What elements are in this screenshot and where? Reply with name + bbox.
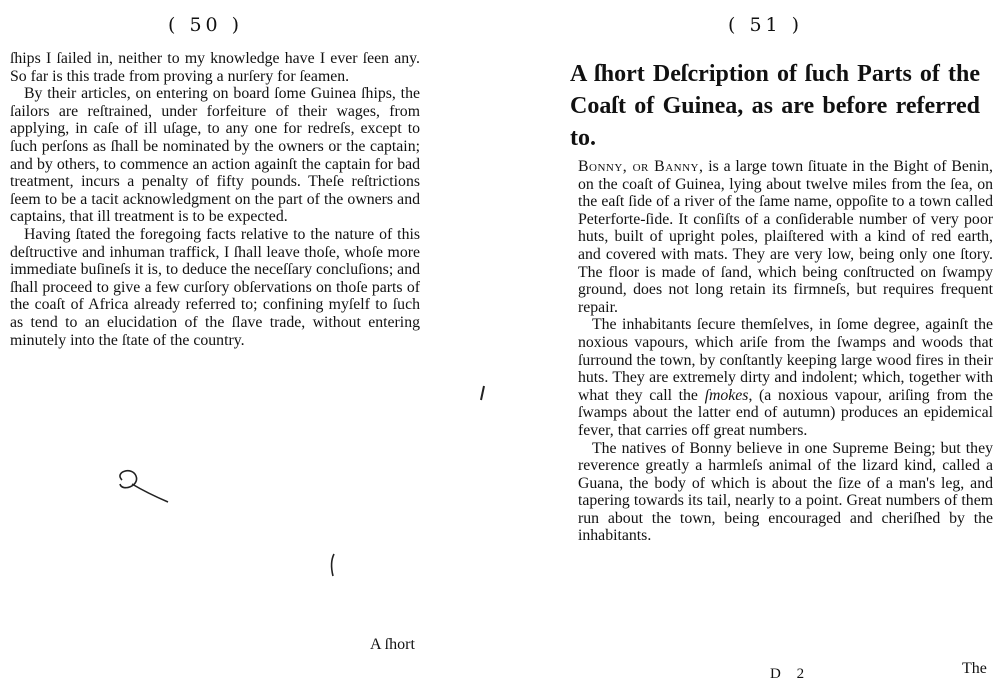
page-number-left: ( 50 ) — [168, 14, 244, 36]
right-paragraph-1 — [578, 158, 993, 316]
right-paragraph-1-text: is a large town ſituate in the Bight of Benin, on the coaſt of Guinea, lying about twelve miles from the ſea, on the eaſt ſide of a river of the ſame name, oppoſite to a town called Peterforte-ſide. It conſiſts of a conſiderable number of very poor huts, built of upright poles, plaiſtered with a kind of red earth, and covered with mats. They are very low, being only one ſtory. The floor is made of ſand, which being conſtructed on ſwampy ground, does not long retain its firmneſs, but requires frequent repair. — [578, 158, 994, 316]
ink-speck-mark — [478, 384, 488, 404]
right-paragraph-2 — [578, 316, 993, 439]
right-paragraph-2-text-b: , (a noxious vapour, ariſing from the ſwamps about the latter end of autumn) produces an epidemical fever, that carries off great numbers. — [578, 386, 993, 439]
section-heading: A ſhort Deſcription of ſuch Parts of the Coaſt of Guinea, as are before referred to. — [570, 61, 980, 151]
signature-mark: D 2 — [770, 666, 811, 682]
bonny-lead: Bonny, or Banny, — [578, 158, 704, 175]
right-paragraph-2-text-a: The inhabitants ſecure themſelves, in ſome degree, againſt the noxious vapours, which ariſe from the ſwamps and woods that ſurround the town, by conſtantly keeping large wood fires in their huts. They are extremely dirty and indolent; which, together with what they call the — [578, 316, 993, 404]
left-body-text — [10, 50, 420, 349]
ink-stroke-mark — [328, 552, 338, 578]
right-paragraph-3: The natives of Bonny believe in one Supreme Being; but they reverence greatly a harmleſs animal of the lizard kind, called a Guana, the body of which is about the ſize of a man's leg, and tapering towards its tail, nearly to a point. Great numbers of them run about the town, being encouraged and cheriſhed by the inhabitants. — [578, 439, 993, 545]
right-page — [500, 0, 1000, 688]
left-paragraph-2: By their articles, on entering on board ſome Guinea ſhips, the ſailors are reſtrained, under forfeiture of their wages, from applying, in caſe of ill uſage, to any one for redreſs, except to ſuch perſons as ſhall be nominated by the owners or the captain; and by others, to commence an action againſt the captain for bad treatment, incurs a penalty of fifty pounds. Theſe reſtrictions ſeem to be a tacit acknowledgment on the part of the owners and captains, that ill treatment is to be expected. — [10, 85, 420, 226]
left-paragraph-1: ſhips I ſailed in, neither to my knowledge have I ever ſeen any. So far is this trade from proving a nurſery for ſeamen. — [10, 50, 420, 85]
page-number-right: ( 51 ) — [728, 14, 804, 36]
left-paragraph-3: Having ſtated the foregoing facts relative to the nature of this deſtructive and inhuman traffick, I ſhall leave thoſe, whoſe more immediate buſineſs it is, to deduce the neceſſary concluſions; and ſhall proceed to give a few curſory obſervations on thoſe parts of the coaſt of Africa already referred to; confining myſelf to ſuch as tend to an elucidation of the ſlave trade, without entering minutely into the ſtate of the country. — [10, 225, 420, 349]
right-body-text — [578, 158, 993, 545]
catchword-right: The — [962, 660, 987, 677]
catchword-left: A ſhort — [370, 636, 415, 653]
smokes-italic: ſmokes — [704, 386, 749, 404]
ink-scribble-mark — [110, 462, 190, 512]
